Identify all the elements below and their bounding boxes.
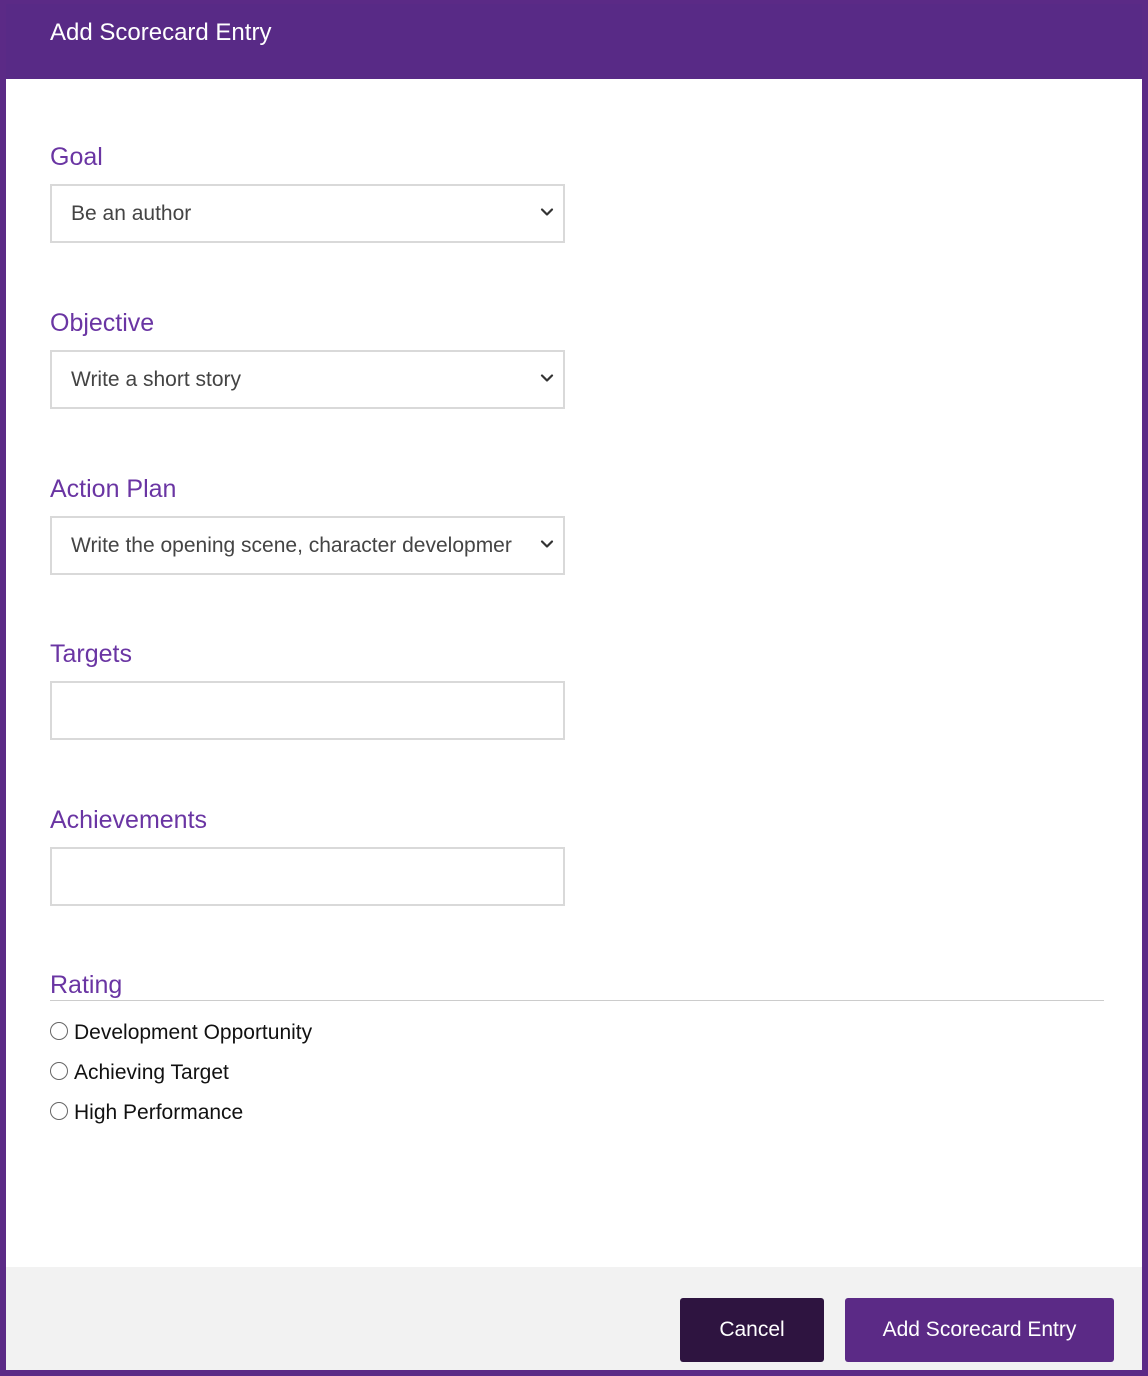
objective-select-value: Write a short story	[71, 368, 241, 391]
chevron-down-icon	[539, 204, 555, 220]
achievements-input[interactable]	[50, 847, 565, 906]
targets-input[interactable]	[50, 681, 565, 740]
action-plan-label: Action Plan	[50, 475, 177, 503]
dialog-title: Add Scorecard Entry	[50, 19, 272, 46]
goal-select[interactable]	[50, 184, 565, 243]
targets-label: Targets	[50, 640, 132, 668]
add-scorecard-entry-button[interactable]: Add Scorecard Entry	[845, 1298, 1114, 1362]
radio-button[interactable]	[50, 1102, 68, 1120]
chevron-down-icon	[539, 536, 555, 552]
radio-label: Development Opportunity	[74, 1021, 313, 1044]
cancel-button[interactable]: Cancel	[680, 1298, 824, 1362]
radio-label: Achieving Target	[74, 1061, 229, 1084]
objective-select[interactable]	[50, 350, 565, 409]
dialog-header	[6, 4, 1142, 79]
radio-button[interactable]	[50, 1062, 68, 1080]
objective-label: Objective	[50, 309, 155, 337]
rating-divider	[50, 1000, 1104, 1001]
add-scorecard-entry-dialog	[6, 4, 1142, 1370]
goal-label: Goal	[50, 143, 103, 171]
goal-select-value: Be an author	[71, 202, 192, 225]
action-plan-select[interactable]	[50, 516, 565, 575]
action-plan-select-value: Write the opening scene, character developmer	[71, 534, 512, 557]
chevron-down-icon	[539, 370, 555, 386]
radio-button[interactable]	[50, 1022, 68, 1040]
radio-label: High Performance	[74, 1101, 244, 1124]
achievements-label: Achievements	[50, 806, 208, 834]
rating-label: Rating	[50, 971, 123, 999]
dialog-footer	[6, 1267, 1142, 1370]
